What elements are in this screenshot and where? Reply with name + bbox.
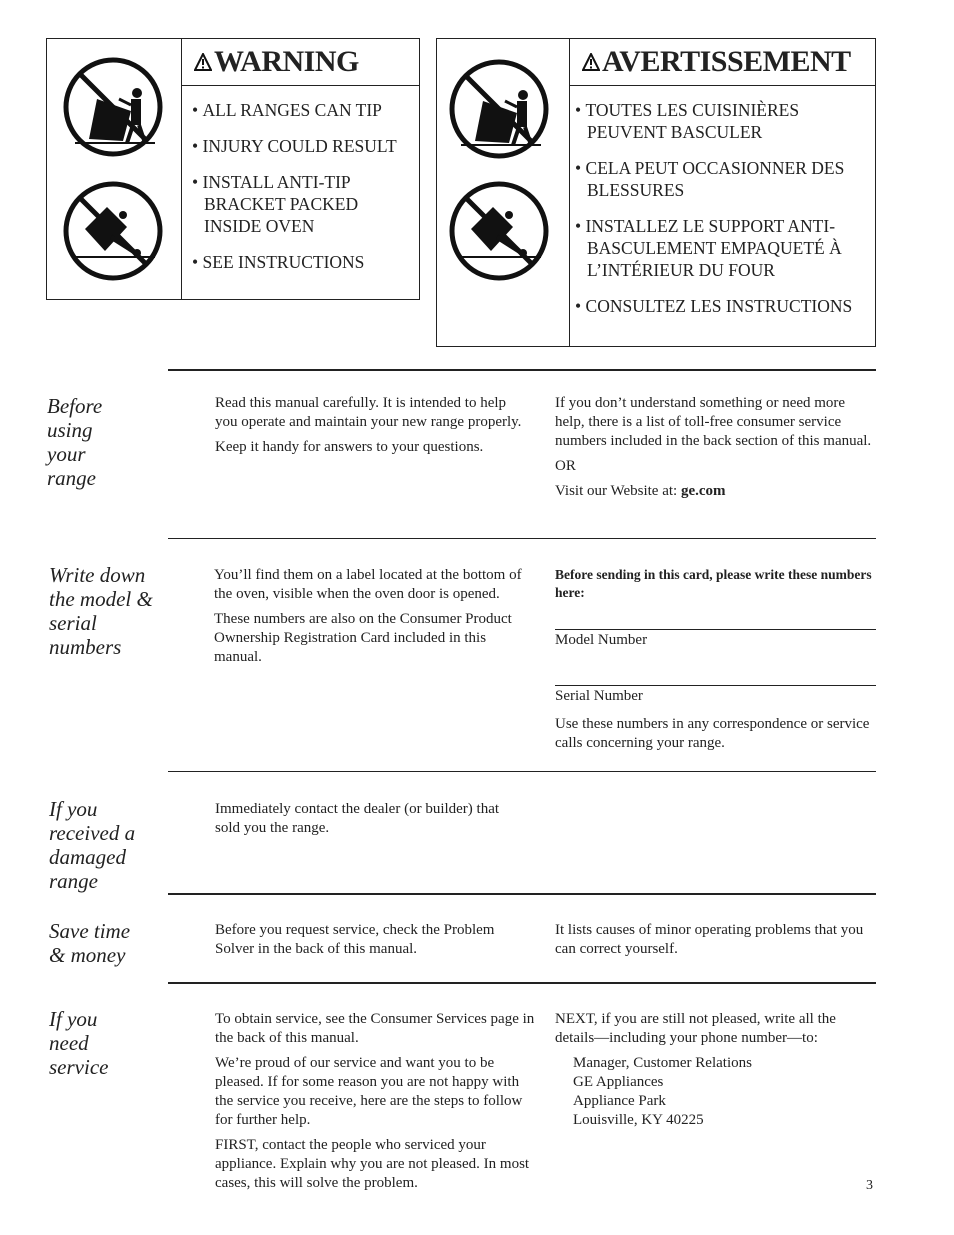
serial-number-label: Serial Number	[555, 688, 643, 704]
warning-item: • ALL RANGES CAN TIP	[192, 99, 413, 121]
warning-box-english	[46, 38, 420, 300]
save-right-column	[555, 921, 865, 965]
address-line: GE Appliances	[573, 1074, 664, 1090]
write-left-column	[214, 566, 524, 673]
paragraph: Before you request service, check the Problem Solver in the back of this manual.	[215, 922, 495, 957]
model-number-label: Model Number	[555, 632, 648, 648]
paragraph: These numbers are also on the Consumer Product Ownership Registration Card included in this manual.	[214, 611, 512, 665]
paragraph: OR	[555, 458, 576, 474]
warning-item: • CONSULTEZ LES INSTRUCTIONS	[575, 295, 869, 317]
page-number: 3	[866, 1178, 873, 1193]
use-numbers-note: Use these numbers in any correspondence or service calls concerning your range.	[555, 716, 870, 751]
warning-box-french	[436, 38, 876, 347]
paragraph: If you don’t understand something or need more help, there is a list of toll-free consumer service numbers included in the back section of this manual.	[555, 395, 872, 449]
section-divider	[168, 771, 876, 772]
paragraph: It lists causes of minor operating problems that you can correct yourself.	[555, 922, 864, 957]
warning-list	[575, 99, 869, 331]
save-left-column	[215, 921, 535, 965]
serial-number-line	[555, 685, 876, 686]
warning-title-text: AVERTISSEMENT	[602, 45, 851, 78]
paragraph: You’ll find them on a label located at the bottom of the oven, visible when the oven door is opened.	[214, 567, 522, 602]
service-left-column	[215, 1010, 535, 1199]
paragraph: Read this manual carefully. It is intended to help you operate and maintain your new range properly.	[215, 395, 522, 430]
damaged-left-column	[215, 800, 525, 844]
warning-title	[570, 39, 875, 86]
warning-list	[192, 99, 413, 287]
range-falling-prohibited-icon	[447, 179, 551, 283]
mailing-address	[555, 1054, 875, 1130]
paragraph: We’re proud of our service and want you to be pleased. If for some reason you are not happy with the service you receive, here are the steps to follow for further help.	[215, 1055, 523, 1128]
section-divider	[168, 369, 876, 371]
model-number-line	[555, 629, 876, 630]
warning-icons-column	[437, 39, 570, 346]
warning-item: • INSTALL ANTI-TIP BRACKET PACKED INSIDE OVEN	[192, 171, 413, 237]
warning-item: • INSTALLEZ LE SUPPORT ANTI-BASCULEMENT EMPAQUETÉ À L’INTÉRIEUR DU FOUR	[575, 215, 869, 281]
warning-icons-column	[47, 39, 182, 299]
section-heading-need-service: If you need service	[49, 1007, 109, 1079]
website-link[interactable]: ge.com	[680, 483, 726, 499]
section-divider	[168, 982, 876, 984]
section-heading-before-using: Before using your range	[47, 394, 103, 490]
warning-title-text: WARNING	[214, 45, 359, 78]
website-label: Visit our Website at:	[555, 483, 681, 499]
paragraph: Keep it handy for answers to your questions.	[215, 439, 484, 455]
paragraph: FIRST, contact the people who serviced your appliance. Explain why you are not pleased. In most cases, this will solve the problem.	[215, 1137, 530, 1191]
range-tip-prohibited-icon	[447, 57, 551, 161]
address-line: Manager, Customer Relations	[573, 1055, 752, 1071]
before-left-column	[215, 394, 530, 463]
warning-title	[182, 39, 419, 86]
warning-item: • CELA PEUT OCCASIONNER DES BLESSURES	[575, 157, 869, 201]
section-divider	[168, 893, 876, 895]
address-line: Appliance Park	[573, 1093, 666, 1109]
website-line	[555, 482, 875, 501]
card-note: Before sending in this card, please write these numbers here:	[555, 567, 872, 600]
paragraph: Immediately contact the dealer (or builder) that sold you the range.	[215, 801, 500, 836]
warning-triangle-icon	[582, 53, 600, 71]
before-right-column	[555, 394, 875, 507]
range-falling-prohibited-icon	[61, 179, 165, 283]
range-tip-prohibited-icon	[61, 55, 165, 159]
section-divider	[168, 538, 876, 539]
section-heading-damaged: If you received a damaged range	[49, 797, 136, 893]
warning-item: • INJURY COULD RESULT	[192, 135, 413, 157]
warning-item: • SEE INSTRUCTIONS	[192, 251, 413, 273]
paragraph: To obtain service, see the Consumer Services page in the back of this manual.	[215, 1011, 535, 1046]
section-heading-save-time: Save time & money	[49, 919, 131, 967]
warning-item: • TOUTES LES CUISINIÈRES PEUVENT BASCULER	[575, 99, 869, 143]
service-right-column	[555, 1010, 875, 1130]
paragraph: NEXT, if you are still not pleased, write all the details—including your phone number—to:	[555, 1011, 836, 1046]
warning-triangle-icon	[194, 53, 212, 71]
section-heading-write-down: Write down the model & serial numbers	[49, 563, 153, 659]
address-line: Louisville, KY 40225	[573, 1112, 704, 1128]
